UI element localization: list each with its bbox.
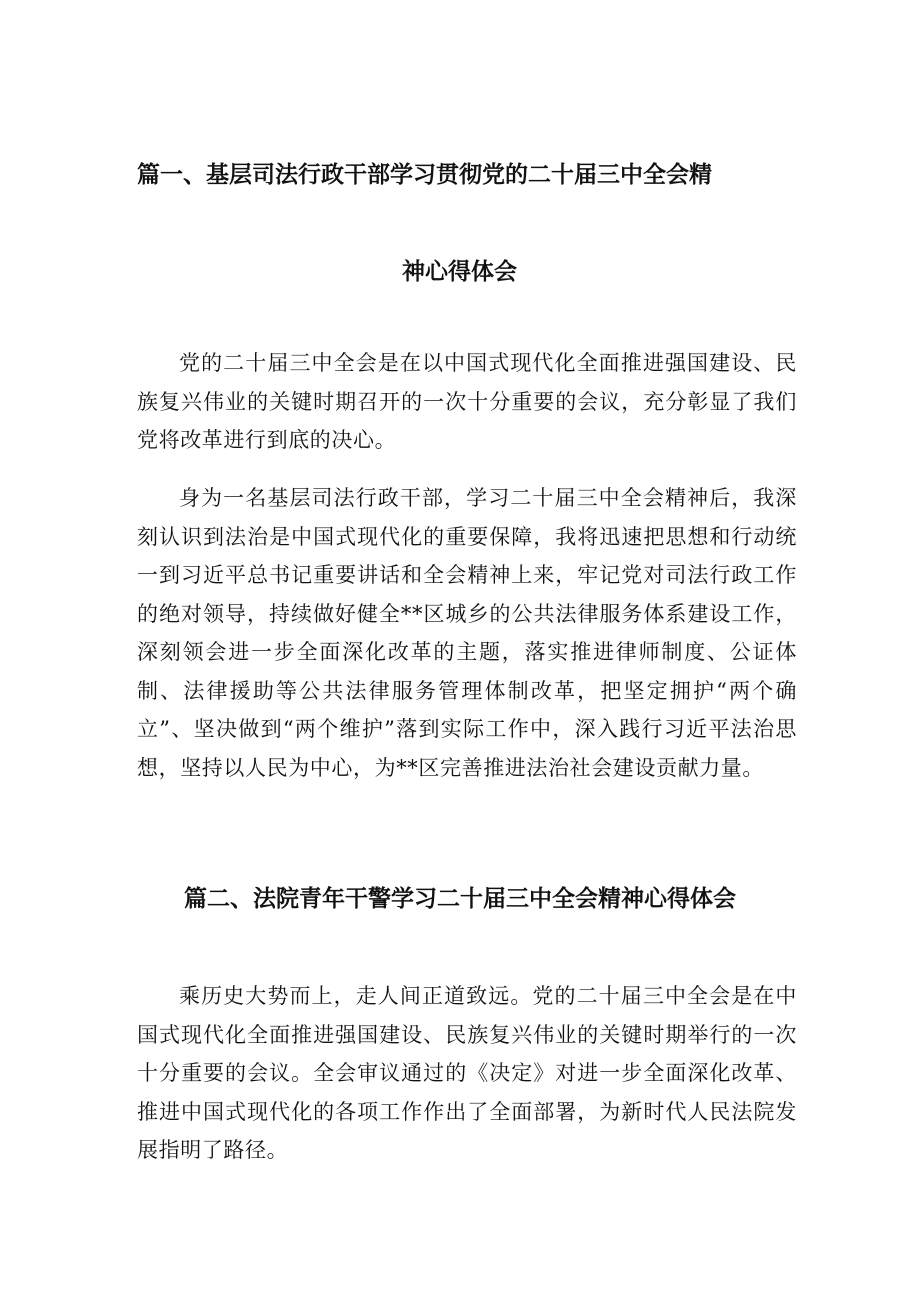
section1-paragraph-2: 身为一名基层司法行政干部，学习二十届三中全会精神后，我深刻认识到法治是中国式现代化的重要保障，我将迅速把思想和行动统一到习近平总书记重要讲话和全会精神上来，牢记党对司法行政工作的绝对领导，持续做好健全**区城乡的公共法律服务体系建设工作，深刻领会进一步全面深化改革的主题，落实推进律师制度、公证体制、法律援助等公共法律服务管理体制改革，把坚定拥护“两个确立”、坚决做到“两个维护”落到实际工作中，深入践行习近平法治思想，坚持以人民为中心，为**区完善推进法治社会建设贡献力量。 [137, 486, 797, 780]
section1-title-line2: 神心得体会 [402, 259, 517, 285]
section1-paragraph-1: 党的二十届三中全会是在以中国式现代化全面推进强国建设、民族复兴伟业的关键时期召开的一次十分重要的会议，充分彰显了我们党将改革进行到底的决心。 [137, 351, 797, 452]
section2-paragraph-1: 乘历史大势而上，走人间正道致远。党的二十届三中全会是在中国式现代化全面推进强国建设、民族复兴伟业的关键时期举行的一次十分重要的会议。全会审议通过的《决定》对进一步全面深化改革、推进中国式现代化的各项工作作出了全面部署，为新时代人民法院发展指明了路径。 [137, 984, 797, 1162]
section2-title: 篇二、法院青年干警学习二十届三中全会精神心得体会 [184, 886, 736, 912]
section1-title-line1: 篇一、基层司法行政干部学习贯彻党的二十届三中全会精 [137, 162, 712, 188]
